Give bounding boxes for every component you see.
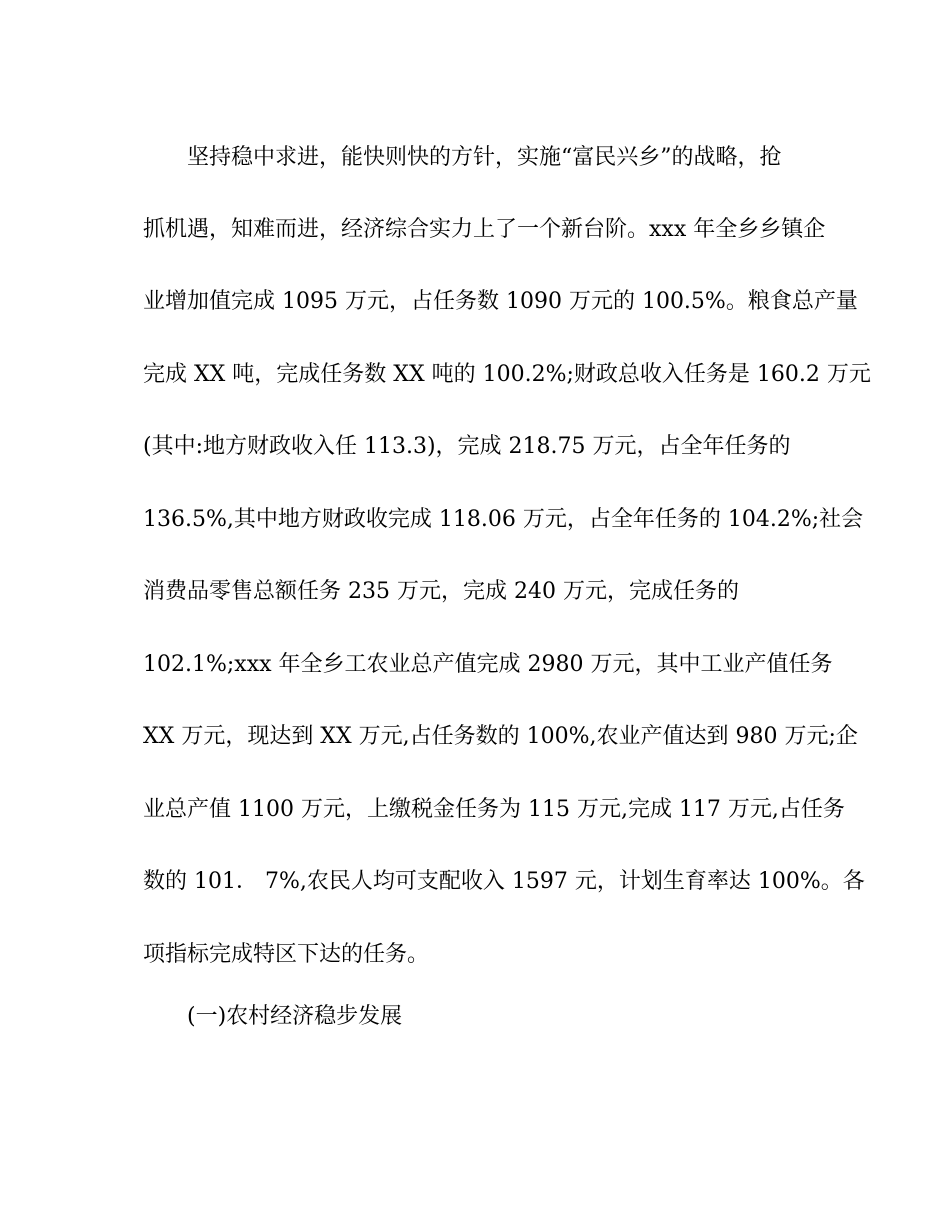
paragraph-line-9: XX 万元，现达到 XX 万元,占任务数的 100%,农业产值达到 980 万元;企 — [143, 724, 858, 749]
paragraph-line-4: 完成 XX 吨，完成任务数 XX 吨的 100.2%;财政总收入任务是 160.2 万元 — [143, 362, 871, 387]
paragraph-line-5: (其中:地方财政收入任 113.3)，完成 218.75 万元，占全年任务的 — [143, 434, 791, 459]
paragraph-line-2: 抓机遇，知难而进，经济综合实力上了一个新台阶。xxx 年全乡乡镇企 — [143, 217, 826, 242]
paragraph-line-10: 业总产值 1100 万元，上缴税金任务为 115 万元,完成 117 万元,占任务 — [143, 797, 845, 822]
section-heading: (一)农村经济稳步发展 — [187, 1004, 403, 1029]
paragraph-line-11: 数的 101． 7%,农民人均可支配收入 1597 元，计划生育率达 100%。各 — [143, 869, 865, 894]
paragraph-line-12: 项指标完成特区下达的任务。 — [143, 942, 430, 967]
paragraph-line-7: 消费品零售总额任务 235 万元，完成 240 万元，完成任务的 — [143, 579, 739, 604]
paragraph-line-8: 102.1%;xxx 年全乡工农业总产值完成 2980 万元，其中工业产值任务 — [143, 652, 833, 677]
paragraph-line-6: 136.5%,其中地方财政收完成 118.06 万元，占全年任务的 104.2%;社会 — [143, 507, 864, 532]
paragraph-line-3: 业增加值完成 1095 万元，占任务数 1090 万元的 100.5%。粮食总产量 — [143, 289, 858, 314]
paragraph-line-1: 坚持稳中求进，能快则快的方针，实施“富民兴乡”的战略，抢 — [187, 145, 782, 170]
